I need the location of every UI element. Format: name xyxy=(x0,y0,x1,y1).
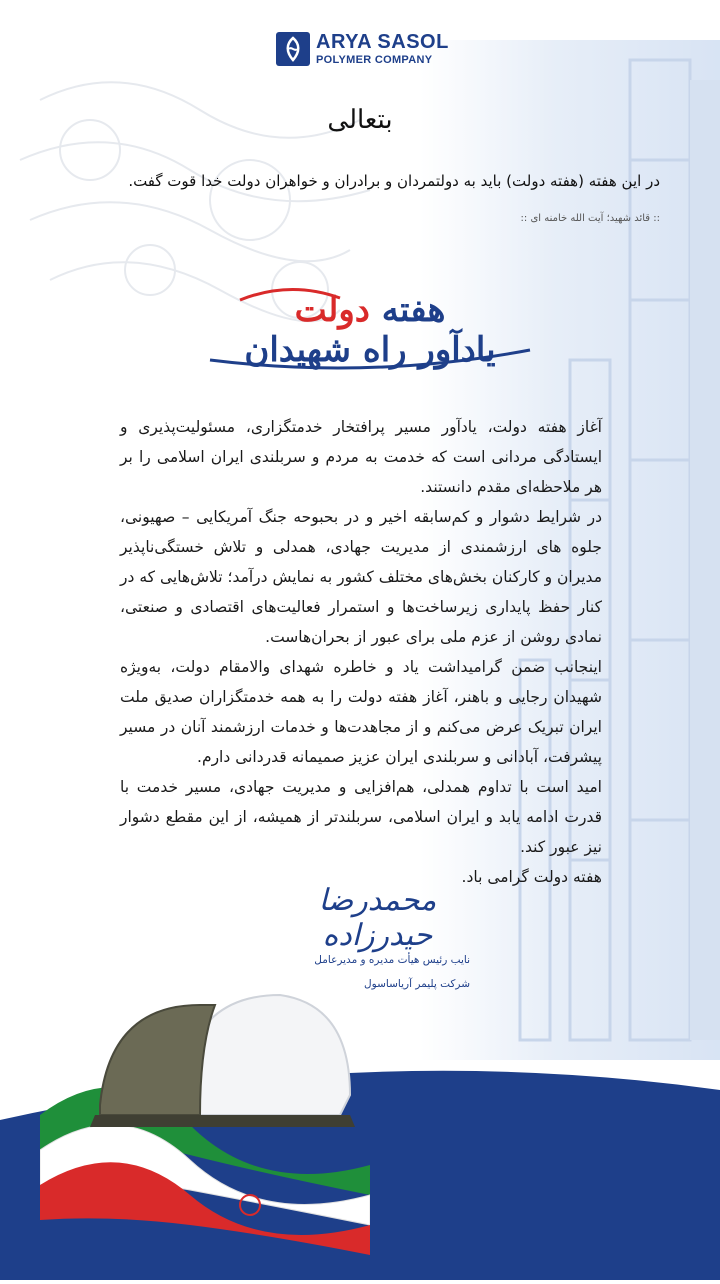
helmets-with-flag-image xyxy=(40,965,370,1265)
logo-subtitle: POLYMER COMPANY xyxy=(316,54,433,66)
company-logo xyxy=(276,30,449,68)
helmet-brim xyxy=(90,1115,355,1127)
headline-part-yadavar: یادآور راه شهیدان xyxy=(244,330,496,370)
signature xyxy=(285,875,470,953)
headline-text xyxy=(200,290,540,370)
leader-quote: در این هفته (هفته دولت) باید به دولتمردان و برادران و خواهران دولت خدا قوت گفت. xyxy=(128,172,660,190)
paragraph-4: امید است با تداوم همدلی، هم‌افزایی و مدیریت جهادی، مسیر خدمت با قدرت ادامه یابد و ایران اسلامی، سربلندتر از همیشه، از این مقطع دشوار نیز عبور کند. xyxy=(120,778,602,856)
headline-part-dolat: دولت xyxy=(294,290,370,330)
paragraph-3: اینجانب ضمن گرامیداشت یاد و خاطره شهدای والامقام دولت، به‌ویژه شهیدان رجایی و باهنر، آغاز هفته دولت را به همه خدمتگزاران صدیق ملت ایران تبریک عرض می‌کنم و از مجاهدت‌ها و خدمات ارزشمند آنان در مسیر پیشرفت، آبادانی و سربلندی ایران عزیز صمیمانه قدردانی دارم. xyxy=(120,658,602,766)
quote-source: :: قائد شهید؛ آیت الله خامنه ای :: xyxy=(520,213,660,224)
paragraph-5: هفته دولت گرامی باد. xyxy=(461,868,602,886)
paragraph-2: در شرایط دشوار و کم‌سابقه اخیر و در بحبوحه جنگ آمریکایی – صهیونی، جلوه های ارزشمندی از مدیریت جهادی، همدلی و تلاش خستگی‌ناپذیر مدیران و کارکنان بخش‌های مختلف کشور به نمایش درآمد؛ تلاش‌هایی که در کنار حفظ پایداری زیرساخت‌ها و استمرار فعالیت‌های اقتصادی و صنعتی، نمادی روشن از عزم ملی برای عبور از بحران‌هاست. xyxy=(120,508,602,646)
logo-title: ARYA SASOL xyxy=(316,31,449,53)
signatory-title: نایب رئیس هیأت مدیره و مدیرعامل xyxy=(314,954,470,966)
headline-part-hafte: هفته xyxy=(381,290,446,330)
signature-name: محمدرضا حیدرزاده xyxy=(318,883,437,953)
government-week-headline xyxy=(200,280,540,380)
paragraph-1: آغاز هفته دولت، یادآور مسیر پرافتخار خدمتگزاری، مسئولیت‌پذیری و ایستادگی مردانی است که خدمت به مردم و سربلندی ایران اسلامی را بر هر ملاحظه‌ای مقدم دانستند. xyxy=(120,418,602,496)
military-helmet-icon xyxy=(100,1005,215,1115)
arya-sasol-logo-icon xyxy=(276,32,310,66)
signatory-company: شرکت پلیمر آریاساسول xyxy=(364,978,470,990)
besm-calligraphy: بتعالی xyxy=(327,105,393,135)
message-body xyxy=(120,412,602,892)
